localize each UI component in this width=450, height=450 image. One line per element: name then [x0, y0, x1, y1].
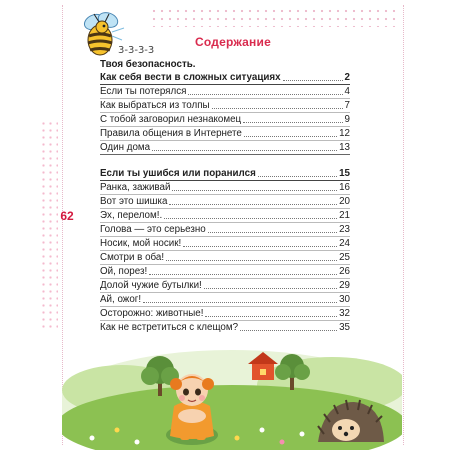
item-page: 21 — [339, 210, 350, 221]
bee-icon — [72, 10, 132, 65]
item-page: 29 — [339, 280, 350, 291]
list-item — [100, 250, 350, 264]
list-item — [100, 222, 350, 236]
item-title: Как выбраться из толпы — [100, 100, 210, 111]
list-item — [100, 98, 350, 112]
table-of-contents — [100, 58, 350, 334]
section-title: Твоя безопасность. — [100, 59, 196, 70]
leader-dots — [188, 94, 342, 95]
item-page: 13 — [339, 142, 350, 153]
section-page: 2 — [344, 72, 350, 83]
item-page: 4 — [344, 86, 350, 97]
list-item — [100, 208, 350, 222]
item-page: 30 — [339, 294, 350, 305]
page-title: Содержание — [195, 35, 271, 49]
item-page: 25 — [339, 252, 350, 263]
list-item — [100, 264, 350, 278]
meadow-illustration — [62, 330, 402, 450]
item-title: Правила общения в Интернете — [100, 128, 242, 139]
item-title: С тобой заговорил незнакомец — [100, 114, 242, 125]
item-page: 23 — [339, 224, 350, 235]
section-page: 15 — [339, 168, 350, 179]
item-page: 20 — [339, 196, 350, 207]
item-title: Смотри в оба! — [100, 252, 165, 263]
item-page: 12 — [339, 128, 350, 139]
item-title: Ай, ожог! — [100, 294, 142, 305]
list-item — [100, 112, 350, 126]
item-title: Один дома — [100, 142, 151, 153]
leader-dots — [212, 108, 343, 109]
item-title: Голова — это серьезно — [100, 224, 206, 235]
leader-dots — [258, 176, 337, 177]
list-item — [100, 181, 350, 194]
item-page: 24 — [339, 238, 350, 249]
item-title: Осторожно: животные! — [100, 308, 204, 319]
list-item — [100, 194, 350, 208]
leader-dots — [243, 122, 342, 123]
item-page: 35 — [339, 322, 350, 333]
item-page: 7 — [344, 100, 350, 111]
section-heading — [100, 167, 350, 180]
item-page: 32 — [339, 308, 350, 319]
item-title: Как не встретиться с клещом? — [100, 322, 239, 333]
item-page: 9 — [344, 114, 350, 125]
list-item — [100, 85, 350, 98]
list-item — [100, 292, 350, 306]
leader-dots — [143, 302, 337, 303]
dotted-decoration-top — [150, 7, 400, 27]
section-title: Как себя вести в сложных ситуациях — [100, 72, 281, 83]
leader-dots — [149, 274, 337, 275]
girl-illustration — [166, 374, 218, 445]
leader-dots — [169, 204, 337, 205]
list-item — [100, 236, 350, 250]
leader-dots — [164, 218, 337, 219]
section-heading — [100, 71, 350, 84]
item-title: Вот это шишка — [100, 196, 168, 207]
item-title: Если ты потерялся — [100, 86, 187, 97]
section-title: Если ты ушибся или поранился — [100, 168, 256, 179]
leader-dots — [172, 190, 337, 191]
leader-dots — [283, 80, 343, 81]
list-item — [100, 278, 350, 292]
list-item — [100, 140, 350, 154]
leader-dots — [205, 316, 337, 317]
leader-dots — [208, 232, 337, 233]
leader-dots — [166, 260, 337, 261]
leader-dots — [204, 288, 337, 289]
list-item — [100, 126, 350, 140]
item-title: Ой, порез! — [100, 266, 148, 277]
item-page: 26 — [339, 266, 350, 277]
item-title: Долой чужие бутылки! — [100, 280, 202, 291]
item-title: Ранка, заживай — [100, 182, 171, 193]
leader-dots — [244, 136, 337, 137]
item-title: Носик, мой носик! — [100, 238, 182, 249]
leader-dots — [183, 246, 337, 247]
item-title: Эх, перелом!. — [100, 210, 163, 221]
bee-tag: 3-3-3-3 — [118, 45, 155, 56]
page-number: 62 — [60, 209, 74, 223]
leader-dots — [152, 150, 337, 151]
list-item — [100, 306, 350, 320]
item-page: 16 — [339, 182, 350, 193]
